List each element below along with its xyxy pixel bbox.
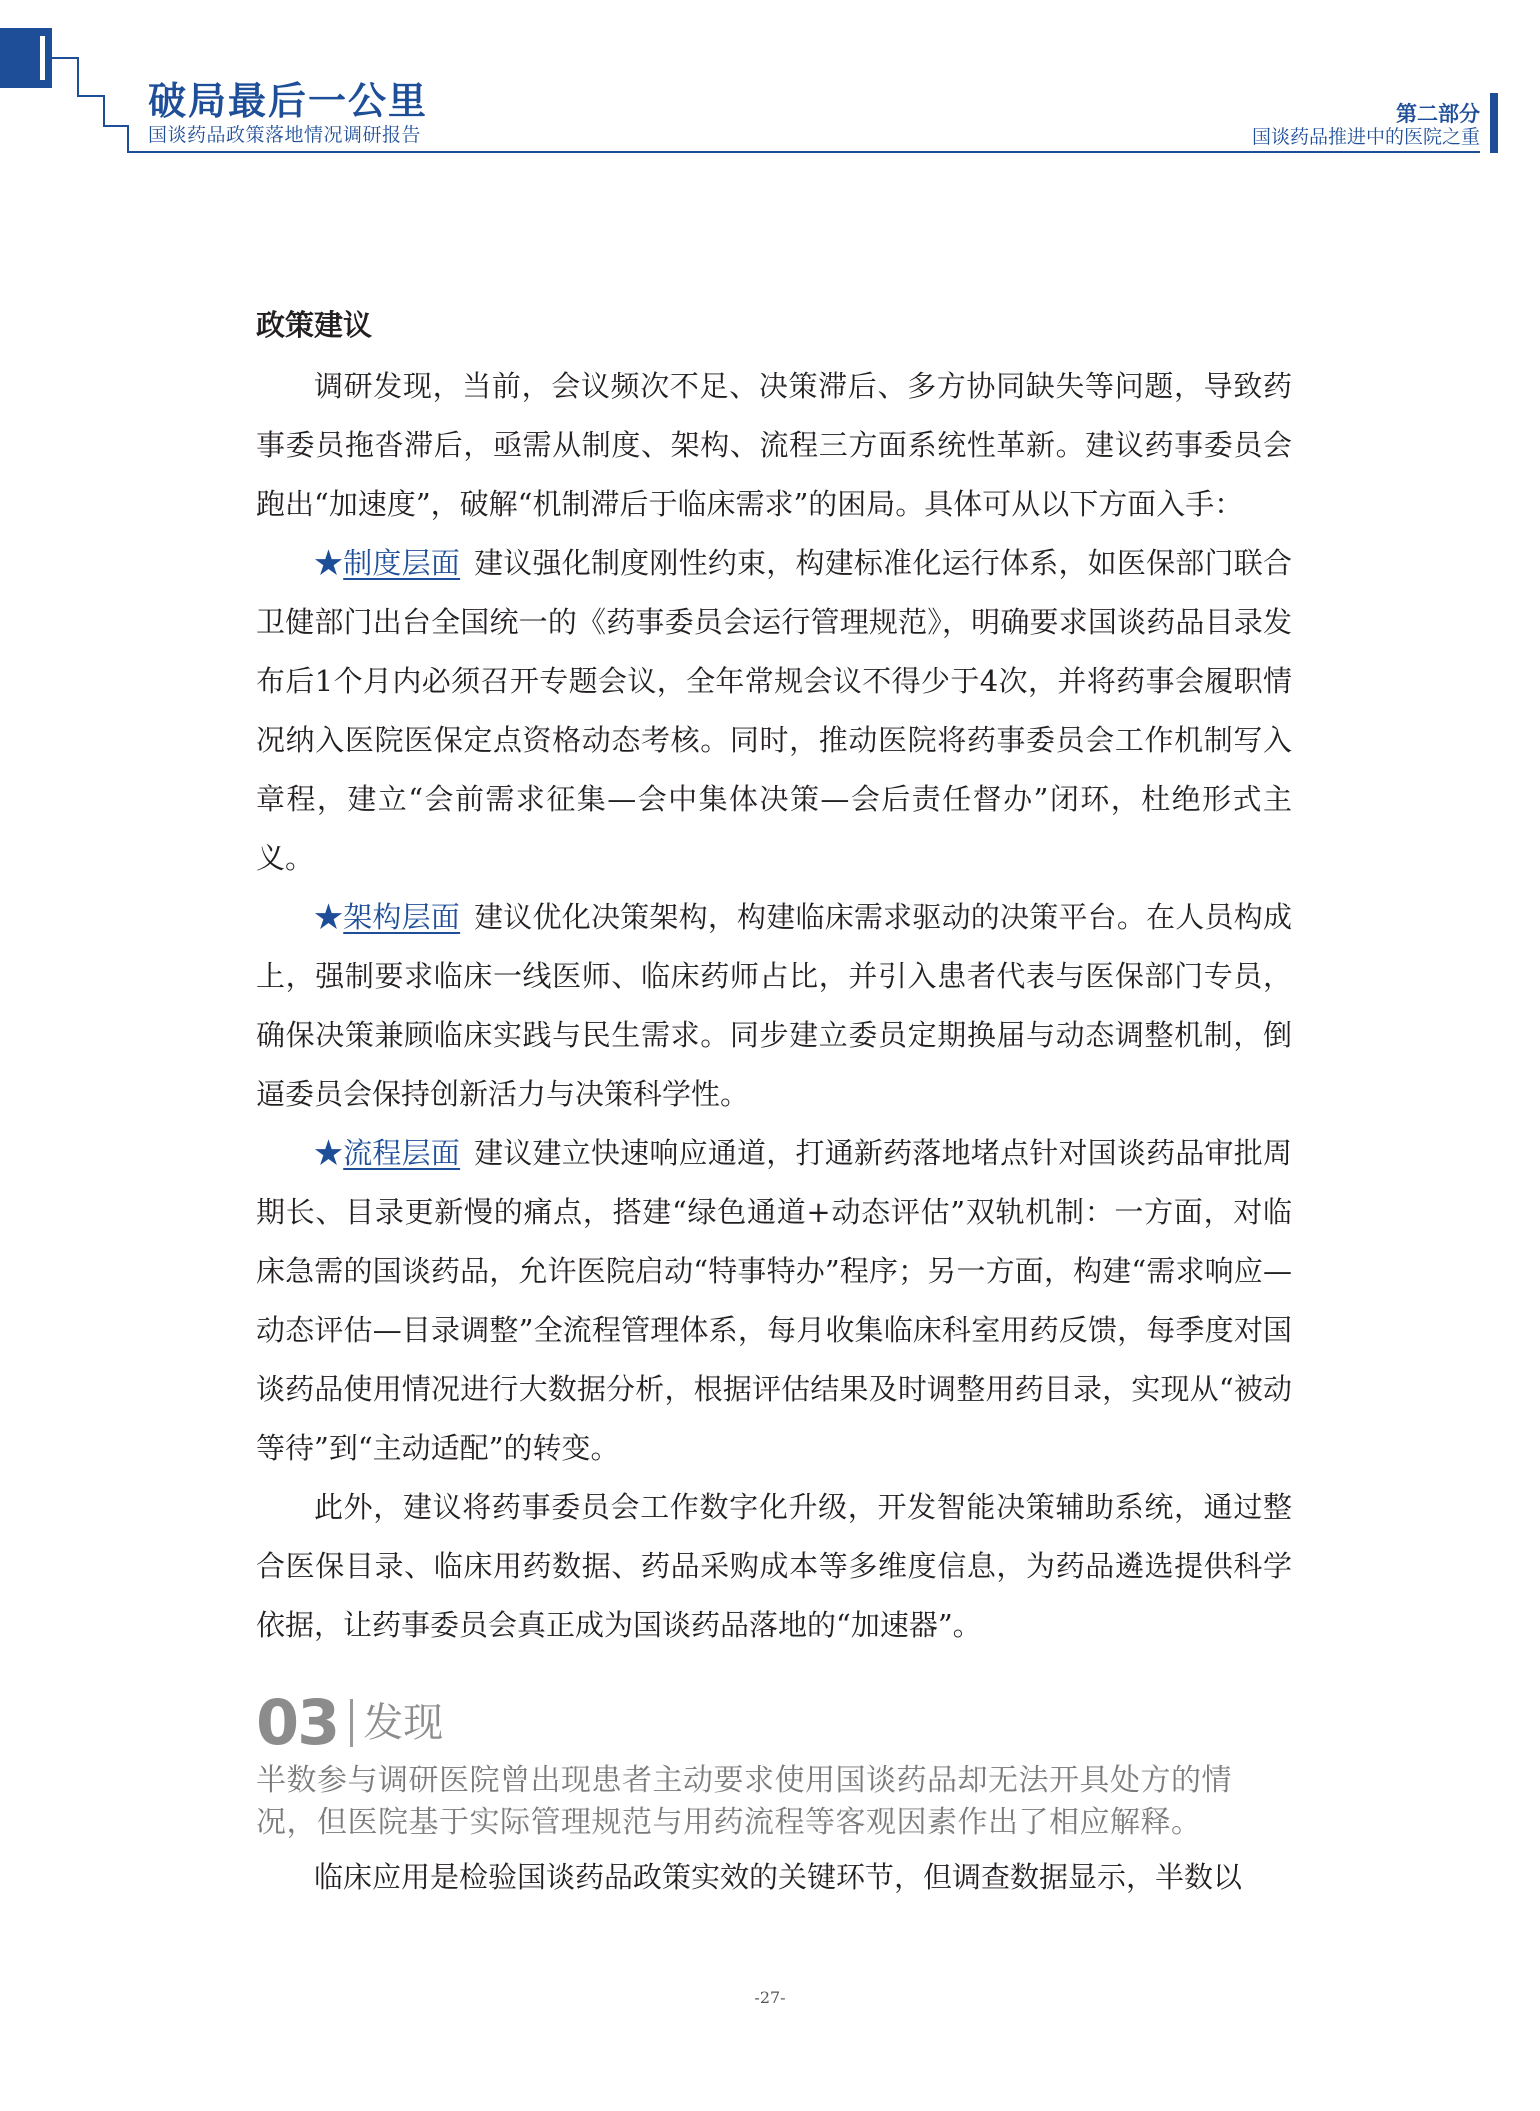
finding-header bbox=[256, 1688, 1296, 1758]
policy-item-text: 建议建立快速响应通道，打通新药落地堵点针对国谈药品审批周期长、目录更新慢的痛点，搭建“绿色通道+动态评估”双轨机制：一方面，对临床急需的国谈药品，允许医院启动“特事特办”程序；另一方面，构建“需求响应—动态评估—目录调整”全流程管理体系，每月收集临床科室用药反馈，每季度对国谈药品使用情况进行大数据分析，根据评估结果及时调整用药目录，实现从“被动等待”到“主动适配”的转变。 bbox=[256, 1136, 1292, 1465]
policy-item-text: 建议强化制度刚性约束，构建标准化运行体系，如医保部门联合卫健部门出台全国统一的《药事委员会运行管理规范》，明确要求国谈药品目录发布后1个月内必须召开专题会议，全年常规会议不得少于4次，并将药事会履职情况纳入医院医保定点资格动态考核。同时，推动医院将药事委员会工作机制写入章程，建立“会前需求征集—会中集体决策—会后责任督办”闭环，杜绝形式主义。 bbox=[256, 546, 1292, 875]
report-title: 破局最后一公里 bbox=[148, 79, 429, 123]
policy-item-structure bbox=[256, 888, 1292, 1124]
star-icon: ★ bbox=[314, 900, 344, 934]
star-icon: ★ bbox=[314, 1136, 344, 1170]
report-subtitle: 国谈药品政策落地情况调研报告 bbox=[148, 124, 422, 146]
section-part-label: 第二部分 bbox=[1396, 102, 1480, 126]
section-title: 国谈药品推进中的医院之重 bbox=[1251, 126, 1480, 148]
finding-divider bbox=[350, 1699, 353, 1747]
finding-text: 临床应用是检验国谈药品政策实效的关键环节，但调查数据显示，半数以 bbox=[314, 1860, 1243, 1894]
star-icon: ★ bbox=[314, 546, 344, 580]
policy-item-text: 建议优化决策架构，构建临床需求驱动的决策平台。在人员构成上，强制要求临床一线医师、临床药师占比，并引入患者代表与医保部门专员，确保决策兼顾临床实践与民生需求。同步建立委员定期换届与动态调整机制，倒逼委员会保持创新活力与决策科学性。 bbox=[256, 900, 1292, 1111]
finding-label: 发现 bbox=[363, 1700, 444, 1746]
policy-section bbox=[256, 295, 1292, 1655]
finding-section bbox=[256, 1688, 1296, 1907]
policy-item-process bbox=[256, 1124, 1292, 1478]
policy-heading: 政策建议 bbox=[256, 308, 373, 342]
page-number: -27- bbox=[754, 1988, 786, 2007]
finding-summary: 半数参与调研医院曾出现患者主动要求使用国谈药品却无法开具处方的情况，但医院基于实际管理规范与用药流程等客观因素作出了相应解释。 bbox=[256, 1763, 1232, 1840]
policy-intro: 调研发现，当前，会议频次不足、决策滞后、多方协同缺失等问题，导致药事委员拖沓滞后，亟需从制度、架构、流程三方面系统性革新。建议药事委员会跑出“加速度”，破解“机制滞后于临床需求”的困局。具体可从以下方面入手： bbox=[256, 369, 1292, 521]
policy-closing: 此外，建议将药事委员会工作数字化升级，开发智能决策辅助系统，通过整合医保目录、临床用药数据、药品采购成本等多维度信息，为药品遴选提供科学依据，让药事委员会真正成为国谈药品落地的“加速器”。 bbox=[256, 1490, 1292, 1642]
policy-item-system bbox=[256, 534, 1292, 888]
finding-number: 03 bbox=[256, 1686, 339, 1759]
policy-keyword: 流程层面 bbox=[343, 1136, 461, 1170]
policy-keyword: 制度层面 bbox=[343, 546, 461, 580]
policy-keyword: 架构层面 bbox=[343, 900, 461, 934]
header-right-bar bbox=[1490, 93, 1498, 153]
